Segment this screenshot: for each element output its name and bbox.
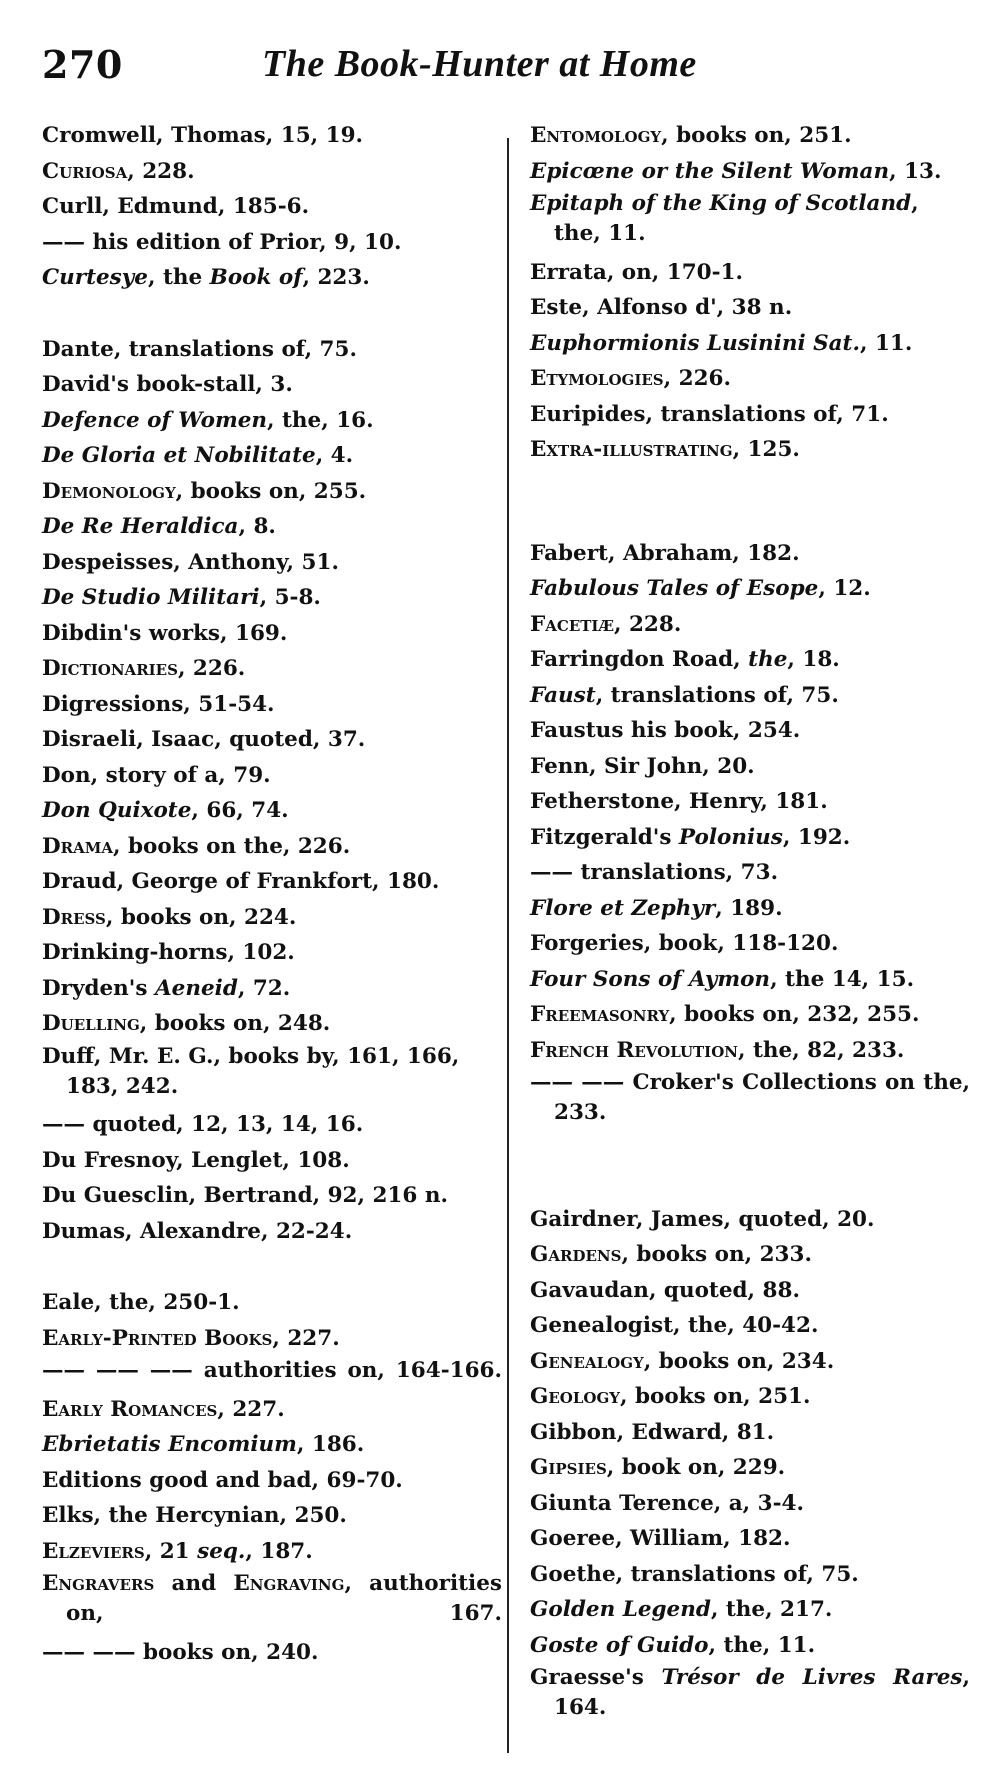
index-entry — [42, 935, 502, 971]
entry-heading: Early Romances — [42, 1396, 218, 1422]
entry-text: Goeree, William, 182. — [530, 1526, 791, 1551]
index-entry — [530, 361, 970, 397]
index-entry — [42, 1356, 502, 1386]
entry-heading: Gipsies — [530, 1455, 607, 1480]
entry-title: Defence of Women — [42, 407, 268, 433]
entry-text: , 164. — [554, 1665, 971, 1720]
entry-text: Euripides, translations of, 71. — [530, 401, 889, 427]
index-entry — [42, 758, 502, 794]
index-column-left — [42, 118, 502, 1670]
index-entry — [530, 1068, 970, 1128]
entry-text: , 186. — [296, 1432, 365, 1457]
index-entry — [42, 651, 502, 687]
entry-text: Duff, Mr. E. G., books by, 161, 166, 183, 242. — [42, 1043, 460, 1099]
entry-text: , books on, 232, 255. — [669, 1002, 920, 1027]
section-gap — [42, 1249, 502, 1285]
index-entry — [42, 580, 502, 616]
index-entry — [42, 864, 502, 900]
entry-text: Dibdin's works, 169. — [42, 620, 288, 646]
entry-text: Dumas, Alexandre, 22-24. — [42, 1218, 353, 1244]
index-entry — [530, 891, 970, 927]
entry-text: , books on, 255. — [175, 478, 367, 504]
page-header — [42, 42, 972, 102]
index-entry — [530, 1308, 970, 1344]
index-entry — [530, 290, 970, 326]
entry-title: Ebrietatis Encomium — [42, 1432, 297, 1457]
entry-text: , books on the, 226. — [113, 833, 351, 859]
entry-title: Polonius — [678, 824, 783, 850]
index-entry — [530, 118, 970, 154]
entry-title: Faust — [530, 682, 596, 708]
index-entry — [530, 326, 970, 362]
entry-text: , the — [147, 265, 210, 290]
entry-text: Dryden's — [42, 975, 155, 1001]
index-entry — [530, 997, 970, 1033]
entry-text: Forgeries, book, 118-120. — [530, 931, 839, 956]
index-entry — [530, 536, 970, 572]
entry-title: Epitaph of the King of Scotland — [530, 191, 912, 216]
index-entry — [42, 1635, 502, 1671]
entry-text: Digressions, 51-54. — [42, 691, 275, 717]
index-entry — [42, 1321, 502, 1357]
index-entry — [42, 509, 502, 545]
index-entry — [42, 474, 502, 510]
entry-text: , 226. — [177, 656, 246, 681]
entry-heading: Extra-illustrating — [530, 437, 733, 462]
entry-text: Faustus his book, 254. — [530, 718, 801, 743]
entry-title: Don Quixote — [42, 798, 192, 823]
entry-text: , 13. — [889, 158, 942, 184]
index-entry — [530, 1033, 970, 1069]
index-entry — [530, 1202, 970, 1238]
entry-text: Don, story of a, 79. — [42, 762, 271, 788]
entry-text: and — [154, 1571, 234, 1596]
index-entry — [42, 1006, 502, 1042]
entry-text: , authorities on, 167. — [66, 1571, 502, 1626]
index-entry — [42, 793, 502, 829]
entry-heading: Freemasonry — [530, 1002, 670, 1027]
entry-title: Aeneid — [154, 975, 238, 1001]
index-entry — [42, 1285, 502, 1321]
index-entry — [42, 1214, 502, 1250]
section-gap — [42, 296, 502, 332]
entry-text: Giunta Terence, a, 3-4. — [530, 1490, 804, 1516]
index-entry — [42, 829, 502, 865]
entry-title: De Re Heraldica — [42, 514, 239, 539]
index-entry — [530, 154, 970, 190]
index-entry — [530, 855, 970, 891]
entry-text: Gavaudan, quoted, 88. — [530, 1277, 800, 1303]
entry-text: , 12. — [818, 576, 871, 601]
entry-text: David's book-stall, 3. — [42, 372, 293, 397]
index-entry — [42, 154, 502, 190]
index-entry — [42, 1463, 502, 1499]
entry-text: Dante, translations of, 75. — [42, 336, 357, 362]
entry-text: —— translations, 73. — [530, 860, 779, 885]
entry-text: —— quoted, 12, 13, 14, 16. — [42, 1112, 364, 1137]
page-number: 270 — [42, 42, 123, 87]
entry-heading: Demonology — [42, 478, 176, 504]
index-entry — [530, 749, 970, 785]
index-entry — [42, 1534, 502, 1570]
index-entry — [530, 784, 970, 820]
entry-heading: Duelling — [42, 1011, 140, 1036]
index-entry — [42, 118, 502, 154]
index-entry — [42, 189, 502, 225]
entry-text: Eale, the, 250-1. — [42, 1290, 240, 1315]
index-entry — [42, 1498, 502, 1534]
index-entry — [42, 1042, 502, 1102]
entry-heading: Genealogy — [530, 1348, 644, 1374]
index-entry — [42, 367, 502, 403]
index-entry — [42, 225, 502, 261]
entry-text: , 189. — [715, 895, 783, 921]
running-title: The Book-Hunter at Home — [262, 43, 697, 85]
index-entry — [530, 713, 970, 749]
entry-text: , books on, 251. — [620, 1384, 811, 1409]
entry-title: Golden Legend — [530, 1597, 711, 1622]
entry-title: seq. — [197, 1538, 246, 1564]
index-entry — [42, 900, 502, 936]
entry-heading: Geology — [530, 1384, 620, 1409]
entry-text: Du Guesclin, Bertrand, 92, 216 n. — [42, 1183, 448, 1208]
entry-text: , 227. — [272, 1325, 340, 1351]
entry-title: Trésor de Livres Rares — [661, 1665, 963, 1690]
section-gap — [530, 468, 970, 536]
entry-text: —— —— books on, 240. — [42, 1639, 319, 1665]
entry-text: , the, 217. — [710, 1597, 833, 1622]
index-entry — [42, 971, 502, 1007]
entry-text: , 5-8. — [259, 585, 321, 610]
index-entry — [530, 1486, 970, 1522]
index-entry — [530, 1237, 970, 1273]
index-entry — [530, 678, 970, 714]
entry-text: , 11. — [859, 330, 913, 356]
index-entry — [42, 1569, 502, 1629]
index-entry — [42, 438, 502, 474]
entry-text: , the 14, 15. — [770, 966, 915, 992]
index-entry — [530, 962, 970, 998]
entry-heading: Dictionaries — [42, 656, 178, 681]
entry-text: Editions good and bad, 69-70. — [42, 1467, 403, 1493]
entry-text: , books on, 224. — [105, 904, 297, 930]
index-entry — [42, 616, 502, 652]
entry-text: Drinking-horns, 102. — [42, 940, 295, 965]
entry-heading: Etymologies — [530, 366, 664, 391]
index-entry — [42, 687, 502, 723]
index-entry — [530, 1450, 970, 1486]
entry-text: , books on, 233. — [621, 1242, 812, 1267]
index-entry — [530, 1344, 970, 1380]
index-entry — [530, 1415, 970, 1451]
index-column-right — [530, 118, 970, 1729]
entry-title: De Gloria et Nobilitate — [42, 443, 316, 468]
entry-title: Book of — [209, 265, 303, 290]
entry-heading: Gardens — [530, 1242, 622, 1267]
section-gap — [530, 1134, 970, 1202]
index-entry — [530, 1521, 970, 1557]
column-divider — [507, 138, 509, 1753]
entry-title: the — [748, 647, 788, 672]
entry-text: Graesse's — [530, 1665, 662, 1690]
index-entry — [530, 432, 970, 468]
entry-text: Elks, the Hercynian, 250. — [42, 1503, 347, 1528]
index-entry — [530, 1592, 970, 1628]
index-entry — [42, 545, 502, 581]
entry-text: , 187. — [245, 1538, 313, 1564]
entry-text: , 8. — [238, 514, 276, 539]
entry-title: De Studio Militari — [42, 585, 260, 610]
entry-title: Curtesye — [42, 265, 148, 290]
entry-title: Four Sons of Aymon — [530, 966, 771, 992]
entry-title: Flore et Zephyr — [530, 895, 716, 921]
entry-text: , book on, 229. — [606, 1455, 786, 1480]
index-entry — [42, 1427, 502, 1463]
entry-text: Despeisses, Anthony, 51. — [42, 549, 339, 575]
entry-text: Fitzgerald's — [530, 824, 679, 850]
entry-heading: Dress — [42, 904, 106, 930]
entry-heading: Early-Printed Books — [42, 1325, 273, 1351]
entry-text: Este, Alfonso d', 38 n. — [530, 295, 793, 320]
index-entry — [530, 1557, 970, 1593]
entry-text: , books on, 251. — [661, 123, 852, 148]
entry-text: Du Fresnoy, Lenglet, 108. — [42, 1147, 350, 1173]
entry-text: , the, 11. — [554, 191, 919, 246]
index-entry — [530, 607, 970, 643]
entry-text: Genealogist, the, 40-42. — [530, 1313, 819, 1338]
entry-text: , translations of, 75. — [595, 682, 839, 708]
index-entry — [42, 1107, 502, 1143]
entry-text: , 228. — [127, 158, 195, 184]
index-entry — [530, 1273, 970, 1309]
index-entry — [42, 1143, 502, 1179]
entry-text: Goethe, translations of, 75. — [530, 1561, 859, 1587]
entry-title: Goste of Guido — [530, 1632, 709, 1658]
entry-text: , 66, 74. — [191, 798, 289, 823]
index-entry — [530, 1663, 970, 1723]
entry-text: , 18. — [787, 647, 840, 672]
entry-text: Disraeli, Isaac, quoted, 37. — [42, 727, 366, 752]
entry-text: Fabert, Abraham, 182. — [530, 540, 800, 566]
entry-heading: Curiosa — [42, 158, 128, 184]
entry-text: , 21 — [144, 1538, 198, 1564]
entry-heading: Facetiæ — [530, 611, 614, 637]
entry-text: , the, 11. — [708, 1632, 816, 1658]
entry-heading: Drama — [42, 833, 113, 859]
entry-title: Epicœne or the Silent Woman — [530, 158, 890, 184]
entry-title: Fabulous Tales of Esope — [530, 576, 819, 601]
entry-text: , 226. — [663, 366, 731, 391]
index-entry — [530, 1628, 970, 1664]
index-entry — [530, 642, 970, 678]
entry-text: Curll, Edmund, 185-6. — [42, 194, 310, 219]
entry-text: Gibbon, Edward, 81. — [530, 1419, 775, 1445]
entry-heading: Engraving — [233, 1571, 345, 1596]
entry-text: , 228. — [613, 611, 682, 637]
index-entry — [530, 820, 970, 856]
entry-heading: Engravers — [42, 1571, 155, 1596]
entry-text: Gairdner, James, quoted, 20. — [530, 1206, 875, 1232]
entry-text: —— his edition of Prior, 9, 10. — [42, 229, 402, 255]
index-entry — [42, 1392, 502, 1428]
entry-heading: French Revolution — [530, 1037, 738, 1063]
entry-text: , 72. — [237, 975, 291, 1001]
entry-text: , books on, 234. — [643, 1348, 835, 1374]
entry-text: , 4. — [315, 443, 354, 468]
entry-text: Fetherstone, Henry, 181. — [530, 789, 828, 814]
entry-title: Euphormionis Lusinini Sat. — [530, 330, 860, 356]
entry-text: Farringdon Road, — [530, 647, 749, 672]
index-entry — [530, 1379, 970, 1415]
entry-text: , the, 82, 233. — [737, 1037, 905, 1063]
entry-text: , 125. — [732, 437, 800, 462]
index-entry — [530, 255, 970, 291]
entry-heading: Entomology — [530, 123, 662, 148]
entry-text: , the, 16. — [267, 407, 374, 433]
index-entry — [42, 403, 502, 439]
entry-text: Fenn, Sir John, 20. — [530, 753, 755, 779]
entry-text: , 227. — [217, 1396, 285, 1422]
entry-text: Draud, George of Frankfort, 180. — [42, 869, 440, 894]
entry-heading: Elzeviers — [42, 1538, 145, 1564]
entry-text: , books on, 248. — [139, 1011, 331, 1036]
entry-text: , 223. — [302, 265, 370, 290]
entry-text: , 192. — [782, 824, 851, 850]
entry-text: Cromwell, Thomas, 15, 19. — [42, 123, 364, 148]
index-entry — [42, 332, 502, 368]
index-entry — [530, 571, 970, 607]
index-entry — [530, 926, 970, 962]
entry-text: —— —— —— authorities on, 164-166. — [42, 1358, 502, 1383]
index-entry — [42, 722, 502, 758]
entry-text: —— —— Croker's Collections on the, 233. — [530, 1070, 970, 1125]
index-entry — [530, 189, 970, 249]
index-entry — [42, 260, 502, 296]
index-entry — [530, 397, 970, 433]
index-entry — [42, 1178, 502, 1214]
entry-text: Errata, on, 170-1. — [530, 259, 743, 285]
